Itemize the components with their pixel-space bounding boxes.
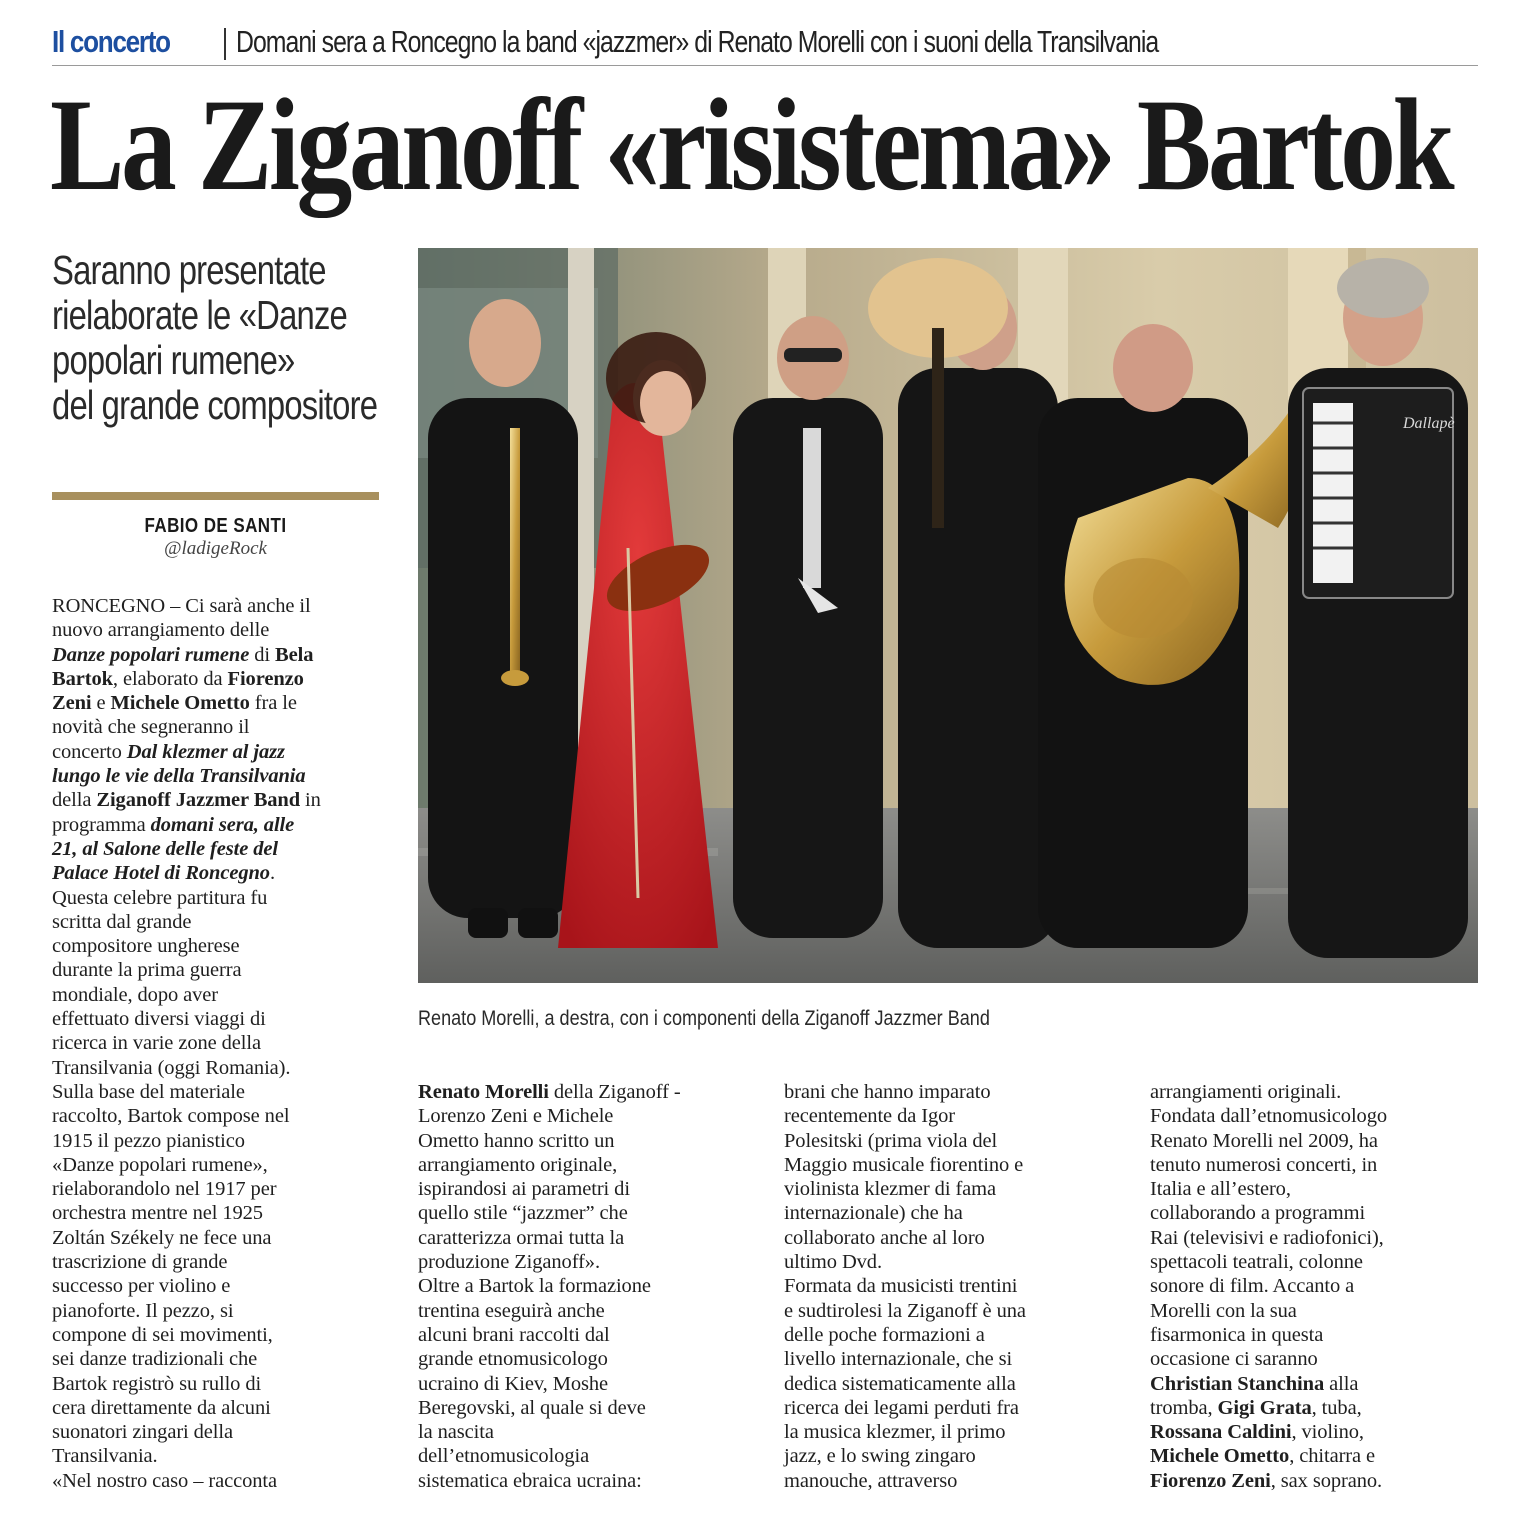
article-line: e sudtirolesi la Ziganoff è una [784, 1299, 1026, 1322]
article-line: scritta dal grande [52, 910, 192, 933]
article-line: internazionale) che ha [784, 1202, 963, 1225]
article-line: arrangiamento originale, [418, 1153, 618, 1176]
headline: La Ziganoff «risistema» Bartok [50, 71, 1452, 218]
article-line: Zoltán Székely ne fece una [52, 1226, 272, 1249]
article-line: Maggio musicale fiorentino e [784, 1153, 1024, 1176]
article-line: Renato Morelli della Ziganoff - [418, 1081, 681, 1103]
article-line: sonore di film. Accanto a [1150, 1275, 1355, 1298]
kicker-row [52, 22, 1478, 66]
article-line: 1915 il pezzo pianistico [52, 1129, 245, 1152]
article-line: collaborato anche al loro [784, 1226, 985, 1249]
article-line: Renato Morelli nel 2009, ha [1150, 1129, 1378, 1152]
article-line: Polesitski (prima viola del [784, 1129, 998, 1152]
article-line: Morelli con la sua [1150, 1299, 1297, 1322]
article-line: durante la prima guerra [52, 959, 242, 982]
article-line: Zeni e Michele Ometto fra le [52, 692, 297, 715]
article-line: Palace Hotel di Roncegno. [52, 862, 275, 885]
article-line: collaborando a programmi [1150, 1202, 1366, 1225]
article-line: Questa celebre partitura fu [52, 886, 268, 909]
article-line: trascrizione di grande [52, 1251, 228, 1274]
article-column-2 [418, 1080, 748, 1493]
article-line: spettacoli teatrali, colonne [1150, 1251, 1363, 1274]
article-line: jazz, e lo swing zingaro [784, 1445, 976, 1468]
article-line: Ometto hanno scritto un [418, 1129, 615, 1152]
subheadline-line: Saranno presentate [52, 247, 326, 293]
article-column-1 [52, 594, 382, 1493]
article-line: la nascita [418, 1421, 494, 1444]
article-line: delle poche formazioni a [784, 1323, 985, 1346]
article-line: Bartok registrò su rullo di [52, 1372, 262, 1395]
article-column-3 [784, 1080, 1114, 1493]
article-line: fisarmonica in questa [1150, 1323, 1324, 1346]
article-line: programma domani sera, alle [52, 813, 295, 836]
kicker-separator [224, 28, 226, 60]
article-line: tenuto numerosi concerti, in [1150, 1153, 1378, 1176]
article-column-4 [1150, 1080, 1480, 1493]
article-line: Christian Stanchina alla [1150, 1372, 1359, 1395]
article-line: effettuato diversi viaggi di [52, 1008, 266, 1031]
article-line: livello internazionale, che si [784, 1348, 1013, 1371]
subheadline-line: del grande compositore [52, 382, 378, 428]
author-handle: @ladigeRock [164, 538, 267, 559]
article-line: mondiale, dopo aver [52, 983, 219, 1006]
article-line: arrangiamenti originali. [1150, 1081, 1342, 1103]
article-line: sei danze tradizionali che [52, 1348, 258, 1371]
article-line: recentemente da Igor [784, 1105, 956, 1128]
article-line: Oltre a Bartok la formazione [418, 1275, 651, 1298]
accordion-brand: Dallapè [1403, 415, 1455, 432]
article-line: ricerca dei legami perduti fra [784, 1396, 1019, 1419]
article-line: la musica klezmer, il primo [784, 1421, 1006, 1444]
article-line: violinista klezmer di fama [784, 1178, 997, 1201]
byline [52, 514, 379, 560]
article-line: «Nel nostro caso – racconta [52, 1469, 277, 1492]
article-line: Rossana Caldini, violino, [1150, 1421, 1364, 1444]
article-line: successo per violino e [52, 1275, 231, 1298]
article-line: suonatori zingari della [52, 1421, 233, 1444]
article-line: Sulla base del materiale [52, 1080, 245, 1103]
article-line: raccolto, Bartok compose nel [52, 1105, 290, 1128]
article-line: compositore ungherese [52, 935, 240, 958]
band-photo [418, 248, 1478, 983]
article-line: dell’etnomusicologia [418, 1445, 590, 1468]
section-kicker: Il concerto [52, 24, 170, 59]
article-line: ultimo Dvd. [784, 1251, 882, 1274]
subheadline [52, 248, 388, 428]
article-line: tromba, Gigi Grata, tuba, [1150, 1396, 1362, 1419]
article-line: Rai (televisivi e radiofonici), [1150, 1226, 1384, 1249]
article-line: caratterizza ormai tutta la [418, 1226, 625, 1249]
article-line: orchestra mentre nel 1925 [52, 1202, 263, 1225]
article-line: Transilvania. [52, 1445, 158, 1468]
article-line: Transilvania (oggi Romania). [52, 1056, 291, 1079]
article-line: concerto Dal klezmer al jazz [52, 740, 285, 763]
article-line: cera direttamente da alcuni [52, 1396, 271, 1419]
article-line: grande etnomusicologo [418, 1348, 608, 1371]
article-line: quello stile “jazzmer” che [418, 1202, 628, 1225]
author-name: FABIO DE SANTI [144, 515, 287, 537]
article-line: trentina eseguirà anche [418, 1299, 605, 1322]
article-line: produzione Ziganoff». [418, 1251, 600, 1274]
byline-rule [52, 492, 379, 500]
article-line: Italia e all’estero, [1150, 1178, 1291, 1201]
photo-caption: Renato Morelli, a destra, con i componenti della Ziganoff Jazzmer Band [418, 1007, 990, 1030]
article-line: Formata da musicisti trentini [784, 1275, 1018, 1298]
article-line: lungo le vie della Transilvania [52, 765, 306, 788]
article-line: rielaborandolo nel 1917 per [52, 1178, 277, 1201]
band-photo-illustration [418, 248, 1478, 983]
article-line: «Danze popolari rumene», [52, 1153, 268, 1176]
article-line: alcuni brani raccolti dal [418, 1323, 610, 1346]
subheadline-line: rielaborate le «Danze [52, 292, 347, 338]
article-line: compone di sei movimenti, [52, 1323, 273, 1346]
article-line: Beregovski, al quale si deve [418, 1396, 646, 1419]
article-line: RONCEGNO – Ci sarà anche il [52, 595, 311, 617]
article-line: ucraino di Kiev, Moshe [418, 1372, 609, 1395]
article-line: Danze popolari rumene di Bela [52, 643, 314, 666]
article-line: pianoforte. Il pezzo, si [52, 1299, 234, 1322]
article-line: manouche, attraverso [784, 1469, 958, 1492]
article-line: Bartok, elaborato da Fiorenzo [52, 667, 304, 690]
article-line: Lorenzo Zeni e Michele [418, 1105, 614, 1128]
article-line: dedica sistematicamente alla [784, 1372, 1016, 1395]
article-line: della Ziganoff Jazzmer Band in [52, 789, 321, 812]
subheadline-line: popolari rumene» [52, 337, 295, 383]
article-line: Fiorenzo Zeni, sax soprano. [1150, 1469, 1383, 1492]
article-line: ricerca in varie zone della [52, 1032, 261, 1055]
article-line: brani che hanno imparato [784, 1081, 991, 1103]
article-line: sistematica ebraica ucraina: [418, 1469, 642, 1492]
article-line: Fondata dall’etnomusicologo [1150, 1105, 1387, 1128]
article-line: Michele Ometto, chitarra e [1150, 1445, 1376, 1468]
article-line: novità che segneranno il [52, 716, 250, 739]
kicker-text: Domani sera a Roncegno la band «jazzmer» di Renato Morelli con i suoni della Transilvania [236, 24, 1159, 59]
article-line: 21, al Salone delle feste del [52, 837, 278, 860]
article-line: ispirandosi ai parametri di [418, 1178, 630, 1201]
article-line: occasione ci saranno [1150, 1348, 1318, 1371]
article-line: nuovo arrangiamento delle [52, 619, 270, 642]
